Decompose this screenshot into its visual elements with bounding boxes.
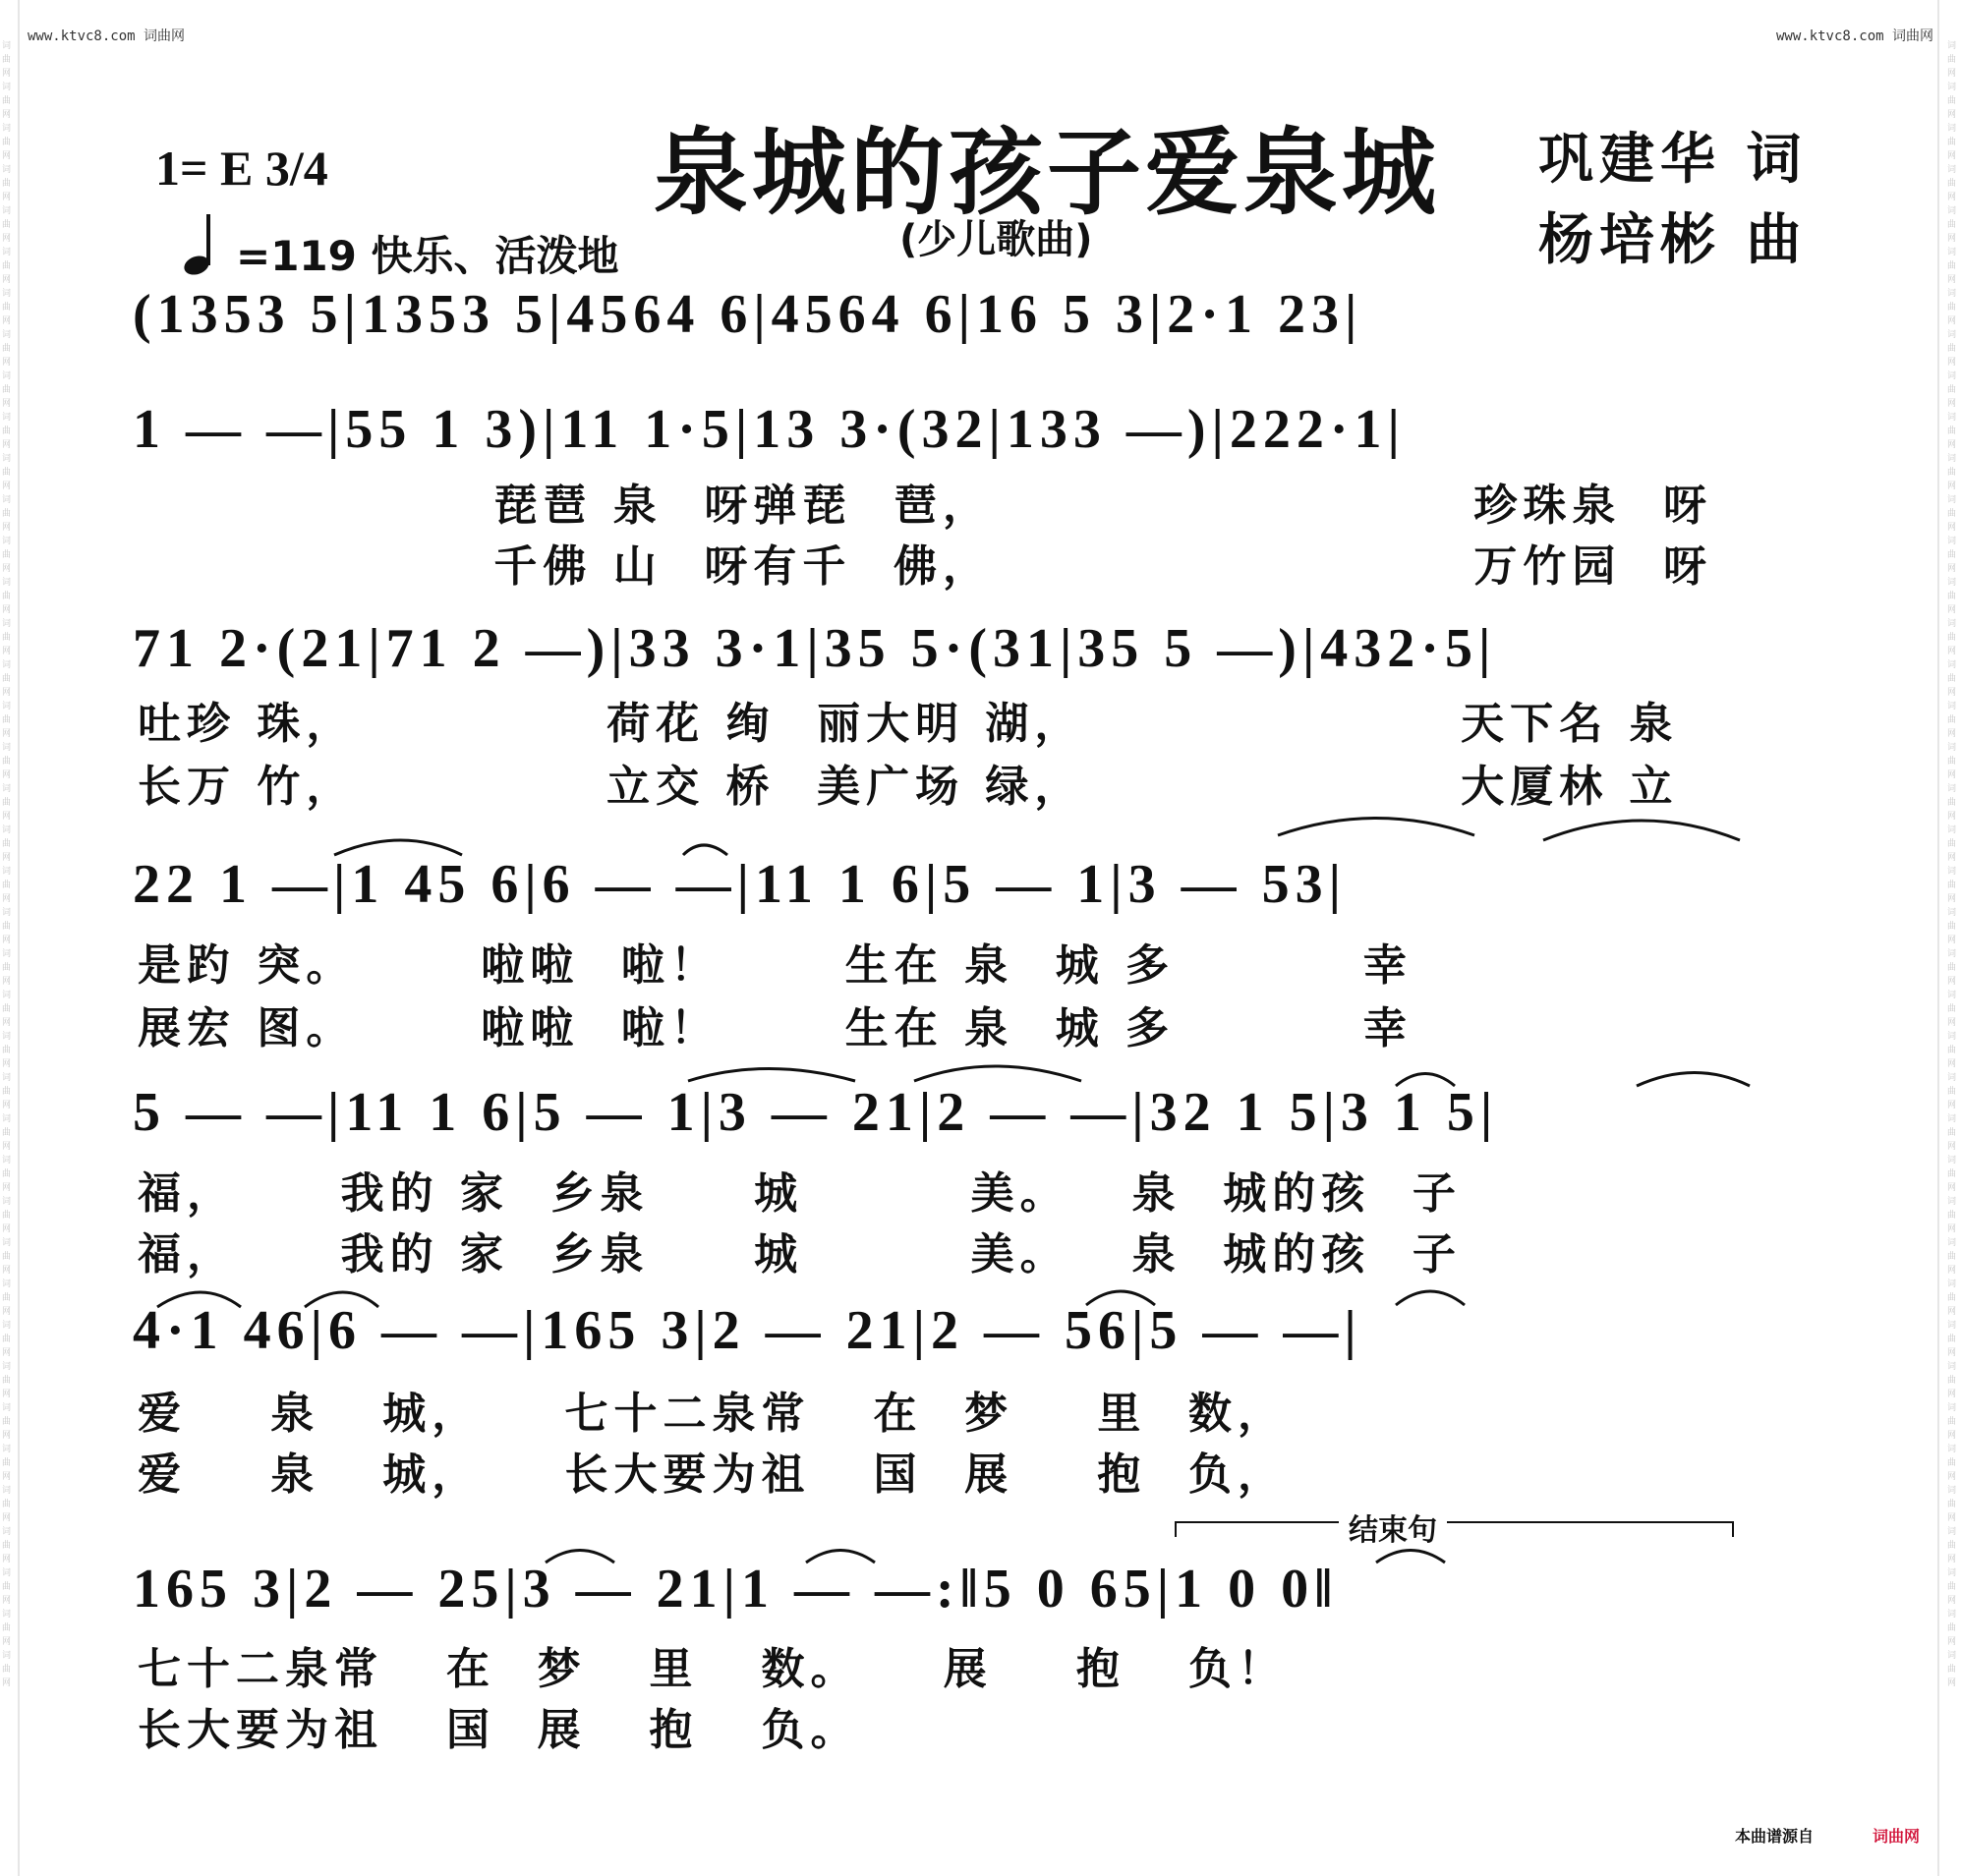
notation-line-6: 4·1 46|6 — —|165 3|2 — 21|2 — 56|5 — —| xyxy=(133,1300,1362,1361)
slur-mark xyxy=(546,1551,614,1563)
tempo-marking: =119 快乐、活泼地 xyxy=(236,232,619,280)
notation-line-2: 1 — —|55 1 3)|11 1·5|13 3·(32|133 —)|222·1| xyxy=(133,399,1406,460)
lyric-line-7-verse-2: 长大要为祖 国 展 抱 负。 xyxy=(138,1705,860,1755)
lyric-line-2-verse-1: 琵琶 泉 呀弹琵 琶， 珍珠泉 呀 xyxy=(138,481,1712,531)
slur-mark xyxy=(305,1292,378,1307)
slur-mark xyxy=(1543,821,1740,840)
slur-mark xyxy=(1376,1551,1445,1563)
lyric-line-4-verse-1: 是趵 突。 啦啦 啦！ 生在 泉 城 多 幸 xyxy=(138,940,1413,991)
lyric-line-6-verse-2: 爱 泉 城， 长大要为祖 国 展 抱 负， xyxy=(138,1450,1288,1500)
lyric-line-2-verse-2: 千佛 山 呀有千 佛， 万竹园 呀 xyxy=(138,541,1712,592)
side-watermark-right: 词曲网词曲网词曲网词曲网词曲网词曲网词曲网词曲网词曲网词曲网词曲网词曲网词曲网词曲网词曲网词曲网词曲网词曲网词曲网词曲网词曲网词曲网词曲网词曲网词曲网词曲网词曲网词曲网词曲网词曲网词曲网词曲网词曲网词曲网词曲网词曲网词曲网词曲网词曲网词曲网 xyxy=(1947,41,1957,1688)
notation-line-7: 165 3|2 — 25|3 — 21|1 — —:‖5 0 65|1 0 0‖ xyxy=(133,1559,1339,1620)
song-subtitle: (少儿歌曲) xyxy=(899,217,1093,262)
lyricist-credit: 巩建华 词 xyxy=(1538,128,1808,192)
watermark-right: www.ktvc8.com 词曲网 xyxy=(1775,28,1933,44)
slur-mark xyxy=(688,1069,855,1082)
footer-source-note: 本曲谱源自 xyxy=(1734,1827,1814,1846)
notation-line-3: 71 2·(21|71 2 —)|33 3·1|35 5·(31|35 5 —)|432·5| xyxy=(133,618,1497,679)
ending-label: 结束句 xyxy=(1339,1506,1447,1549)
watermark-left: www.ktvc8.com 词曲网 xyxy=(28,28,186,44)
lyric-line-7-verse-1: 七十二泉常 在 梦 里 数。 展 抱 负！ xyxy=(138,1644,1288,1694)
lyric-line-3-verse-2: 长万 竹， 立交 桥 美广场 绿， 大厦林 立 xyxy=(138,762,1679,812)
slur-mark xyxy=(1637,1073,1750,1087)
slur-mark xyxy=(806,1551,875,1563)
slur-mark xyxy=(683,845,727,855)
slur-mark xyxy=(334,840,462,855)
lyric-line-3-verse-1: 吐珍 珠， 荷花 绚 丽大明 湖， 天下名 泉 xyxy=(138,699,1679,749)
lyric-line-6-verse-1: 爱 泉 城， 七十二泉常 在 梦 里 数， xyxy=(138,1389,1288,1439)
slur-mark xyxy=(1086,1291,1155,1305)
composer-credit: 杨培彬 曲 xyxy=(1538,208,1808,272)
song-title: 泉城的孩子爱泉城 xyxy=(654,118,1440,228)
notation-line-4: 22 1 —|1 45 6|6 — —|11 1 6|5 — 1|3 — 53| xyxy=(133,854,1347,915)
notation-line-5: 5 — —|11 1 6|5 — 1|3 — 21|2 — —|32 1 5|3 1 5| xyxy=(133,1082,1499,1143)
key-signature: 1= E 3/4 xyxy=(155,141,328,196)
slur-mark xyxy=(914,1066,1081,1081)
slur-mark xyxy=(1278,819,1474,836)
notation-line-1: (1353 5|1353 5|4564 6|4564 6|16 5 3|2·1 23| xyxy=(133,284,1363,345)
lyric-line-4-verse-2: 展宏 图。 啦啦 啦！ 生在 泉 城 多 幸 xyxy=(138,1003,1413,1053)
lyric-line-5-verse-2: 福， 我的 家 乡泉 城 美。 泉 城的孩 子 xyxy=(138,1229,1462,1279)
lyric-line-5-verse-1: 福， 我的 家 乡泉 城 美。 泉 城的孩 子 xyxy=(138,1168,1462,1219)
side-watermark-left: 词曲网词曲网词曲网词曲网词曲网词曲网词曲网词曲网词曲网词曲网词曲网词曲网词曲网词曲网词曲网词曲网词曲网词曲网词曲网词曲网词曲网词曲网词曲网词曲网词曲网词曲网词曲网词曲网词曲网词曲网词曲网词曲网词曲网词曲网词曲网词曲网词曲网词曲网词曲网词曲网 xyxy=(2,41,12,1688)
slur-mark xyxy=(157,1292,241,1307)
slur-mark xyxy=(1396,1074,1455,1087)
slur-mark xyxy=(1396,1291,1465,1305)
footer-brand[interactable]: 词曲网 xyxy=(1872,1827,1920,1846)
